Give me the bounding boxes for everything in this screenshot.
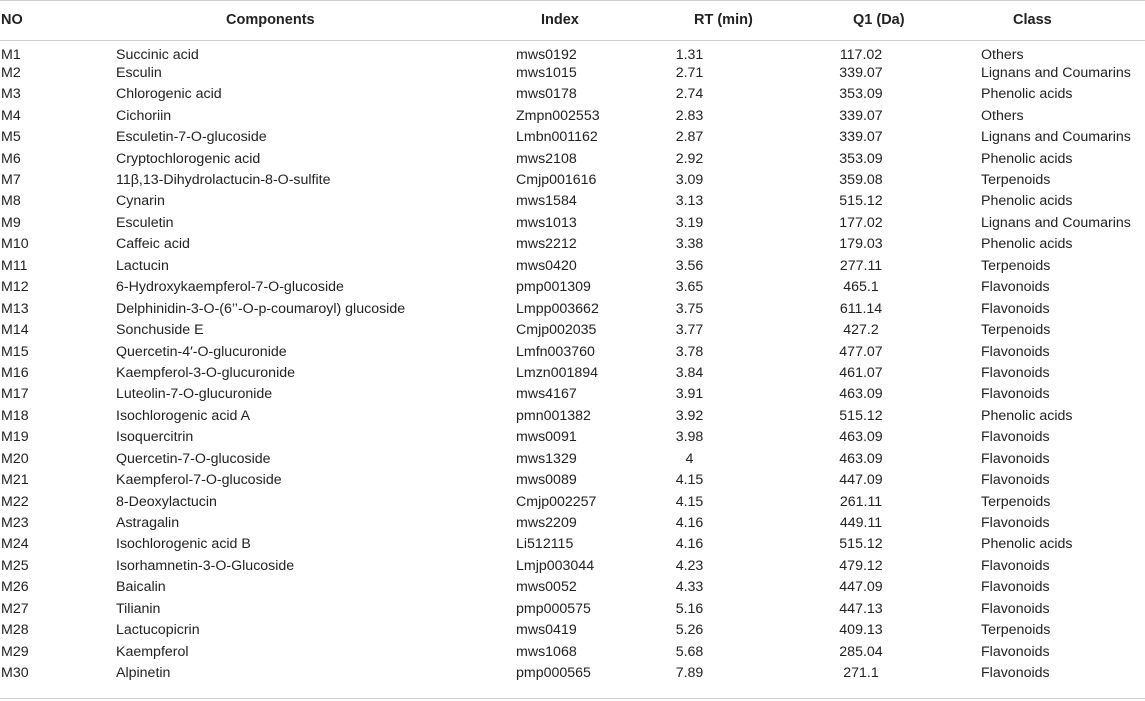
cell-rt: 2.92 xyxy=(675,150,704,167)
cell-component: 8-Deoxylactucin xyxy=(116,493,217,510)
header-rt: RT (min) xyxy=(646,1,821,41)
table-row xyxy=(0,169,1145,190)
table-row xyxy=(0,427,1145,448)
cell-component: Isochlorogenic acid A xyxy=(116,407,251,424)
cell-class: Phenolic acids xyxy=(981,536,1073,553)
table-row xyxy=(0,641,1145,662)
cell-q1: 285.04 xyxy=(839,643,883,660)
table-row xyxy=(0,491,1145,512)
cell-index: Lmjp003044 xyxy=(516,557,595,574)
table-row xyxy=(0,362,1145,383)
cell-q1: 447.13 xyxy=(839,600,883,617)
table-row xyxy=(0,234,1145,255)
cell-class: Others xyxy=(981,107,1024,124)
table-row xyxy=(0,341,1145,362)
table-row xyxy=(0,555,1145,576)
cell-class: Flavonoids xyxy=(981,515,1050,531)
table-row xyxy=(0,384,1145,405)
cell-no: M5 xyxy=(1,129,21,146)
cell-rt: 3.75 xyxy=(675,300,704,317)
cell-index: Cmjp002257 xyxy=(516,493,597,510)
cell-no: M6 xyxy=(1,150,21,167)
cell-q1: 409.13 xyxy=(839,622,883,639)
cell-component: Cynarin xyxy=(116,193,165,210)
cell-class: Lignans and Coumarins xyxy=(981,214,1131,231)
cell-class: Flavonoids xyxy=(981,429,1050,446)
cell-component: Luteolin-7-O-glucuronide xyxy=(116,386,273,403)
cell-component: Kaempferol-7-O-glucoside xyxy=(116,472,282,489)
cell-index: mws2108 xyxy=(516,150,577,167)
cell-component: Sonchuside E xyxy=(116,322,204,339)
cell-component: 6-Hydroxykaempferol-7-O-glucoside xyxy=(116,279,344,296)
cell-rt: 3.91 xyxy=(675,386,704,403)
cell-rt: 4.16 xyxy=(675,536,704,553)
cell-q1: 427.2 xyxy=(843,322,879,339)
cell-q1: 117.02 xyxy=(839,47,883,63)
cell-index: mws1015 xyxy=(516,64,577,81)
cell-q1: 463.09 xyxy=(839,450,883,467)
cell-no: M24 xyxy=(1,536,29,553)
cell-q1: 339.07 xyxy=(839,107,883,124)
cell-component: 11β,13-Dihydrolactucin-8-O-sulfite xyxy=(116,172,331,188)
table-row xyxy=(0,577,1145,598)
cell-rt: 3.19 xyxy=(675,214,704,231)
cell-q1: 353.09 xyxy=(839,150,883,167)
cell-class: Phenolic acids xyxy=(981,407,1073,424)
cell-no: M18 xyxy=(1,407,29,424)
cell-rt: 4 xyxy=(685,450,694,467)
cell-rt: 5.68 xyxy=(675,643,704,660)
cell-rt: 4.16 xyxy=(675,515,704,531)
cell-no: M28 xyxy=(1,622,29,639)
cell-index: pmp001309 xyxy=(516,279,591,296)
cell-component: Baicalin xyxy=(116,579,166,596)
cell-component: Alpinetin xyxy=(116,665,171,682)
cell-no: M25 xyxy=(1,557,29,574)
cell-no: M17 xyxy=(1,386,29,403)
table-row xyxy=(0,277,1145,298)
cell-no: M11 xyxy=(1,257,28,274)
header-row xyxy=(0,1,1145,41)
table-row xyxy=(0,84,1145,105)
cell-component: Astragalin xyxy=(116,515,180,531)
cell-component: Caffeic acid xyxy=(116,236,190,253)
cell-component: Lactucin xyxy=(116,257,169,274)
cell-no: M8 xyxy=(1,193,21,210)
table-row xyxy=(0,148,1145,169)
cell-class: Flavonoids xyxy=(981,300,1050,317)
cell-class: Flavonoids xyxy=(981,279,1050,296)
cell-rt: 3.98 xyxy=(675,429,704,446)
table-row xyxy=(0,598,1145,619)
cell-no: M7 xyxy=(1,172,21,188)
cell-component: Kaempferol xyxy=(116,643,189,660)
cell-class: Flavonoids xyxy=(981,343,1050,360)
cell-rt: 3.38 xyxy=(675,236,704,253)
cell-rt: 3.09 xyxy=(675,172,704,188)
cell-index: Lmbn001162 xyxy=(516,129,598,146)
table-row xyxy=(0,105,1145,126)
table-row xyxy=(0,41,1145,63)
cell-q1: 463.09 xyxy=(839,429,883,446)
cell-class: Phenolic acids xyxy=(981,236,1073,253)
cell-no: M14 xyxy=(1,322,29,339)
cell-index: Lmpp003662 xyxy=(516,300,599,317)
cell-class: Terpenoids xyxy=(981,493,1051,510)
cell-no: M9 xyxy=(1,214,21,231)
cell-rt: 4.33 xyxy=(675,579,704,596)
cell-q1: 461.07 xyxy=(839,364,883,381)
cell-component: Kaempferol-3-O-glucuronide xyxy=(116,364,296,381)
cell-rt: 4.15 xyxy=(675,493,704,510)
cell-class: Phenolic acids xyxy=(981,193,1073,210)
cell-no: M16 xyxy=(1,364,29,381)
cell-rt: 3.84 xyxy=(675,364,704,381)
cell-component: Chlorogenic acid xyxy=(116,86,222,103)
cell-component: Isochlorogenic acid B xyxy=(116,536,251,553)
cell-index: Lmfn003760 xyxy=(516,343,595,360)
cell-no: M22 xyxy=(1,493,29,510)
cell-rt: 5.16 xyxy=(675,600,704,617)
cell-index: pmp000565 xyxy=(516,665,591,682)
cell-q1: 353.09 xyxy=(839,86,883,103)
table-row xyxy=(0,534,1145,555)
cell-class: Flavonoids xyxy=(981,579,1050,596)
cell-index: mws1584 xyxy=(516,193,577,210)
cell-index: mws2209 xyxy=(516,515,577,531)
cell-index: pmp000575 xyxy=(516,600,591,617)
cell-rt: 2.71 xyxy=(675,64,704,81)
cell-index: Cmjp002035 xyxy=(516,322,597,339)
header-index: Index xyxy=(516,1,646,41)
cell-q1: 463.09 xyxy=(839,386,883,403)
cell-q1: 359.08 xyxy=(839,172,883,188)
cell-rt: 7.89 xyxy=(675,665,704,682)
cell-class: Flavonoids xyxy=(981,557,1050,574)
cell-rt: 3.13 xyxy=(675,193,704,210)
cell-no: M15 xyxy=(1,343,29,360)
cell-no: M20 xyxy=(1,450,29,467)
cell-q1: 339.07 xyxy=(839,64,883,81)
cell-class: Terpenoids xyxy=(981,322,1051,339)
cell-class: Flavonoids xyxy=(981,665,1050,682)
cell-index: pmn001382 xyxy=(516,407,591,424)
cell-rt: 4.15 xyxy=(675,472,704,489)
cell-class: Lignans and Coumarins xyxy=(981,129,1131,146)
cell-q1: 177.02 xyxy=(839,214,883,231)
cell-q1: 611.14 xyxy=(839,300,883,317)
cell-component: Tilianin xyxy=(116,600,161,617)
cell-rt: 4.23 xyxy=(675,557,704,574)
cell-index: mws0052 xyxy=(516,579,577,596)
cell-q1: 261.11 xyxy=(839,493,883,510)
cell-rt: 5.26 xyxy=(675,622,704,639)
cell-component: Cryptochlorogenic acid xyxy=(116,150,261,167)
cell-class: Terpenoids xyxy=(981,622,1051,639)
cell-no: M3 xyxy=(1,86,21,103)
cell-no: M21 xyxy=(1,472,29,489)
cell-class: Flavonoids xyxy=(981,364,1050,381)
cell-no: M4 xyxy=(1,107,21,124)
cell-no: M19 xyxy=(1,429,29,446)
cell-class: Lignans and Coumarins xyxy=(981,64,1131,81)
cell-component: Quercetin-4′-O-glucuronide xyxy=(116,343,287,360)
cell-class: Flavonoids xyxy=(981,472,1050,489)
cell-index: mws0089 xyxy=(516,472,577,489)
table-row xyxy=(0,405,1145,426)
table-header xyxy=(0,1,1145,41)
cell-component: Cichoriin xyxy=(116,107,172,124)
cell-q1: 449.11 xyxy=(839,515,883,531)
cell-class: Flavonoids xyxy=(981,600,1050,617)
bottom-rule xyxy=(0,698,1145,699)
cell-class: Terpenoids xyxy=(981,257,1051,274)
header-class: Class xyxy=(981,1,1145,41)
cell-no: M26 xyxy=(1,579,29,596)
cell-no: M27 xyxy=(1,600,29,617)
cell-q1: 447.09 xyxy=(839,579,883,596)
cell-component: Quercetin-7-O-glucoside xyxy=(116,450,271,467)
cell-rt: 2.87 xyxy=(675,129,704,146)
table-body xyxy=(0,41,1145,684)
cell-rt: 3.78 xyxy=(675,343,704,360)
cell-no: M23 xyxy=(1,515,29,531)
cell-component: Isoquercitrin xyxy=(116,429,194,446)
table-row xyxy=(0,470,1145,491)
cell-q1: 179.03 xyxy=(839,236,883,253)
table-row xyxy=(0,662,1145,683)
cell-rt: 3.65 xyxy=(675,279,704,296)
cell-index: mws4167 xyxy=(516,386,577,403)
header-no: NO xyxy=(0,1,116,41)
cell-q1: 515.12 xyxy=(839,407,883,424)
cell-component: Esculin xyxy=(116,64,162,81)
cell-no: M29 xyxy=(1,643,29,660)
cell-index: Lmzn001894 xyxy=(516,364,599,381)
cell-no: M12 xyxy=(1,279,29,296)
cell-index: mws1329 xyxy=(516,450,577,467)
table-row xyxy=(0,127,1145,148)
cell-q1: 271.1 xyxy=(843,665,879,682)
cell-index: Li512115 xyxy=(516,536,574,553)
table-row xyxy=(0,319,1145,340)
cell-component: Succinic acid xyxy=(116,47,199,63)
cell-q1: 515.12 xyxy=(839,536,883,553)
cell-class: Flavonoids xyxy=(981,450,1050,467)
cell-rt: 3.77 xyxy=(675,322,704,339)
cell-index: Cmjp001616 xyxy=(516,172,597,188)
cell-no: M30 xyxy=(1,665,29,682)
cell-rt: 2.74 xyxy=(675,86,704,103)
cell-q1: 479.12 xyxy=(839,557,883,574)
cell-class: Terpenoids xyxy=(981,172,1051,188)
cell-component: Isorhamnetin-3-O-Glucoside xyxy=(116,557,295,574)
cell-component: Delphinidin-3-O-(6’’-O-p-coumaroyl) glucoside xyxy=(116,300,406,317)
cell-index: mws0091 xyxy=(516,429,577,446)
cell-class: Flavonoids xyxy=(981,643,1050,660)
table-row xyxy=(0,62,1145,83)
cell-component: Esculetin-7-O-glucoside xyxy=(116,129,267,146)
cell-class: Flavonoids xyxy=(981,386,1050,403)
table-row xyxy=(0,255,1145,276)
table-row xyxy=(0,212,1145,233)
table-row xyxy=(0,448,1145,469)
cell-q1: 515.12 xyxy=(839,193,883,210)
header-q1: Q1 (Da) xyxy=(821,1,981,41)
cell-component: Esculetin xyxy=(116,214,174,231)
cell-class: Phenolic acids xyxy=(981,150,1073,167)
cell-component: Lactucopicrin xyxy=(116,622,200,639)
cell-no: M13 xyxy=(1,300,29,317)
cell-rt: 1.31 xyxy=(675,47,704,63)
cell-index: mws0420 xyxy=(516,257,577,274)
cell-q1: 339.07 xyxy=(839,129,883,146)
cell-index: mws0419 xyxy=(516,622,577,639)
header-components: Components xyxy=(116,1,516,41)
cell-q1: 447.09 xyxy=(839,472,883,489)
cell-rt: 3.56 xyxy=(675,257,704,274)
cell-q1: 277.11 xyxy=(839,257,883,274)
cell-index: mws2212 xyxy=(516,236,577,253)
table-row xyxy=(0,298,1145,319)
cell-no: M1 xyxy=(1,47,21,63)
table-row xyxy=(0,620,1145,641)
cell-q1: 465.1 xyxy=(843,279,879,296)
cell-index: mws0192 xyxy=(516,47,577,63)
cell-rt: 3.92 xyxy=(675,407,704,424)
table-row xyxy=(0,191,1145,212)
cell-class: Others xyxy=(981,47,1024,63)
cell-no: M2 xyxy=(1,64,21,81)
cell-no: M10 xyxy=(1,236,29,253)
cell-index: mws1013 xyxy=(516,214,577,231)
cell-rt: 2.83 xyxy=(675,107,704,124)
cell-index: mws1068 xyxy=(516,643,577,660)
table-row xyxy=(0,512,1145,533)
cell-class: Phenolic acids xyxy=(981,86,1073,103)
cell-index: mws0178 xyxy=(516,86,577,103)
cell-q1: 477.07 xyxy=(839,343,883,360)
cell-index: Zmpn002553 xyxy=(516,107,600,124)
